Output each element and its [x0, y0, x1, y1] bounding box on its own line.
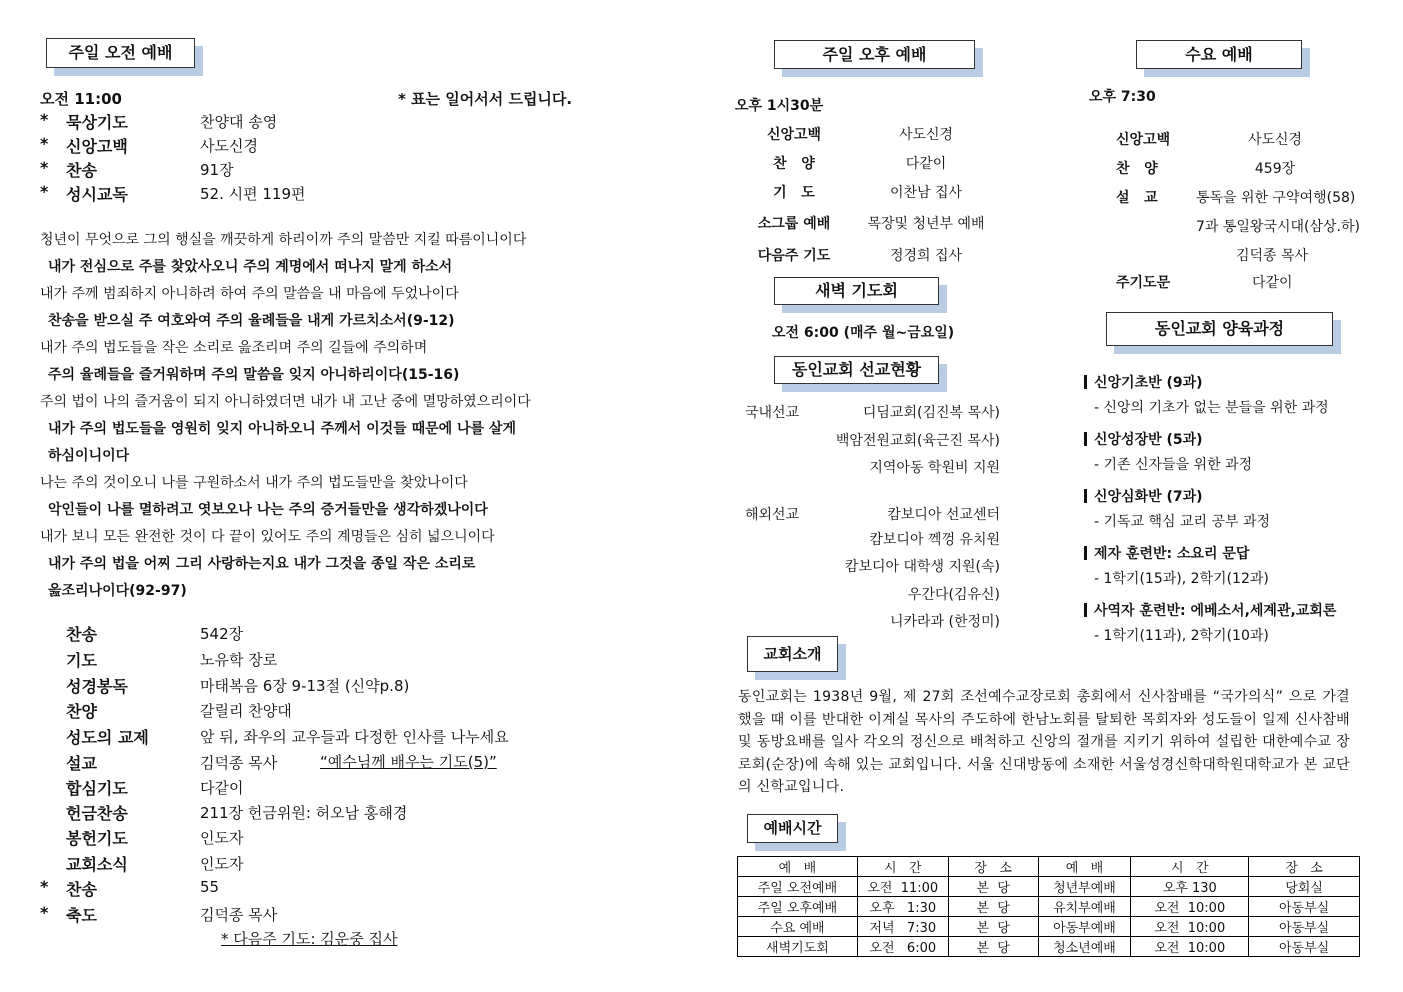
psalm-line: 내가 전심으로 주를 찾았사오니 주의 계명에서 떠나지 말게 하소서 [48, 259, 453, 275]
order-label: 신앙고백 [66, 137, 128, 156]
course-desc: - 기존 신자들을 위한 과정 [1094, 457, 1253, 473]
mission-title: 동인교회 선교현황 [774, 356, 939, 384]
order-value: 542장 [200, 625, 244, 643]
course-marker [1084, 603, 1087, 617]
psalm-line: 내가 주의 법도들을 영원히 잊지 아니하오니 주께서 이것들 때문에 나를 살게 [48, 421, 516, 437]
next-prayer-note: * 다음주 기도: 김운중 집사 [221, 930, 398, 948]
order-label: 교회소식 [66, 855, 128, 874]
overseas-mission-item: 니카라과 (한정미) [889, 614, 1000, 630]
order-value: 노유학 장로 [200, 651, 278, 669]
worship-schedule-table [737, 856, 1360, 957]
order-label: 기도 [66, 651, 97, 670]
order-mark: * [40, 903, 49, 922]
domestic-mission-item: 백암전원교회(육근진 목사) [835, 433, 1000, 449]
schedule-cell: 오후 130 [1131, 877, 1249, 897]
order-value: 52. 시편 119편 [200, 185, 306, 203]
course-name: 신앙심화반 (7과) [1094, 489, 1203, 505]
schedule-header-cell: 장 소 [1249, 857, 1360, 877]
schedule-cell: 유치부예배 [1038, 897, 1131, 917]
course-name: 신앙기초반 (9과) [1094, 375, 1203, 391]
course-name: 신앙성장반 (5과) [1094, 432, 1203, 448]
schedule-cell: 아동부실 [1249, 917, 1360, 937]
dawn-prayer-title: 새벽 기도회 [774, 277, 939, 305]
schedule-row [738, 937, 1360, 957]
order-mark: * [40, 877, 49, 896]
schedule-cell: 본 당 [948, 897, 1038, 917]
wednesday-preacher: 김덕종 목사 [1236, 248, 1309, 264]
psalm-line: 내가 주의 법을 어찌 그리 사랑하는지요 내가 그것을 종일 작은 소리로 [48, 556, 476, 572]
schedule-header-cell: 예 배 [1038, 857, 1131, 877]
overseas-mission-item: 캄보디아 껙껑 유치원 [869, 532, 1000, 548]
schedule-cell: 본 당 [948, 877, 1038, 897]
order-label: 묵상기도 [66, 113, 128, 132]
order-label: 설교 [66, 754, 97, 773]
course-marker [1084, 546, 1087, 560]
domestic-mission-label: 국내선교 [745, 405, 800, 421]
order-label: 찬송 [66, 625, 97, 644]
psalm-line: 주의 법이 나의 즐거움이 되지 아니하였더면 내가 내 고난 중에 멸망하였으리이다 [40, 394, 531, 410]
schedule-header-cell: 시 간 [857, 857, 948, 877]
schedule-cell: 본 당 [948, 917, 1038, 937]
psalm-line: 내가 주께 범죄하지 아니하려 하여 주의 말씀을 내 마음에 두었나이다 [40, 286, 459, 302]
order-value: 김덕종 목사 [200, 754, 278, 772]
domestic-mission-item: 디딤교회(김진복 목사) [862, 405, 1000, 421]
order-value: 211장 헌금위원: 허오남 홍해경 [200, 804, 408, 822]
wednesday-item-value: 사도신경 [1247, 132, 1303, 148]
schedule-cell: 청년부예배 [1038, 877, 1131, 897]
wednesday-item-label: 설 교 [1116, 190, 1158, 206]
schedule-cell: 오전 10:00 [1131, 917, 1249, 937]
overseas-mission-item: 캄보디아 대학생 지원(속) [844, 559, 1000, 575]
course-desc: - 1학기(11과), 2학기(10과) [1094, 628, 1269, 644]
course-marker [1084, 375, 1087, 389]
schedule-cell: 오전 11:00 [857, 877, 948, 897]
psalm-line: 내가 보니 모든 완전한 것이 다 끝이 있어도 주의 계명들은 심히 넓으니이다 [40, 529, 495, 545]
schedule-cell: 아동부실 [1249, 897, 1360, 917]
psalm-line: 하심이니이다 [48, 448, 130, 464]
order-value: 마태복음 6장 9-13절 (신약p.8) [200, 677, 410, 695]
course-marker [1084, 489, 1087, 503]
course-name: 사역자 훈련반: 에베소서,세계관,교회론 [1094, 603, 1337, 619]
order-label: 축도 [66, 906, 97, 925]
course-desc: - 1학기(15과), 2학기(12과) [1094, 571, 1269, 587]
psalm-line: 내가 주의 법도들을 작은 소리로 읊조리며 주의 길들에 주의하며 [40, 340, 428, 356]
afternoon-time: 오후 1시30분 [735, 98, 824, 114]
wednesday-time: 오후 7:30 [1089, 89, 1156, 105]
schedule-cell: 저녁 7:30 [857, 917, 948, 937]
schedule-cell: 당회실 [1249, 877, 1360, 897]
order-value: 갈릴리 찬양대 [200, 702, 292, 720]
schedule-title: 예배시간 [747, 814, 838, 843]
order-value: 인도자 [200, 829, 244, 847]
order-mark: * [40, 182, 49, 201]
order-mark: * [40, 158, 49, 177]
schedule-row [738, 877, 1360, 897]
psalm-line: 읊조리나이다(92-97) [48, 583, 187, 599]
wednesday-item-label: 신앙고백 [1116, 132, 1171, 148]
order-value: 다같이 [200, 779, 244, 797]
schedule-cell: 아동부예배 [1038, 917, 1131, 937]
wednesday-item-value: 459장 [1254, 161, 1296, 177]
course-name: 제자 훈련반: 소요리 문답 [1094, 546, 1250, 562]
psalm-line: 나는 주의 것이오니 나를 구원하소서 내가 주의 법도들만을 찾았나이다 [40, 475, 468, 491]
wednesday-item-value: 통독을 위한 구약여행(58) [1196, 190, 1356, 206]
course-desc: - 신앙의 기초가 없는 분들을 위한 과정 [1094, 400, 1329, 416]
schedule-cell: 오전 10:00 [1131, 937, 1249, 957]
schedule-cell: 수요 예배 [738, 917, 858, 937]
afternoon-item-value: 사도신경 [898, 127, 954, 143]
order-value: 55 [200, 878, 220, 896]
order-label: 찬송 [66, 880, 97, 899]
order-label: 헌금찬송 [66, 804, 128, 823]
standing-note: * 표는 일어서서 드립니다. [398, 90, 573, 108]
sermon-title: “예수님께 배우는 기도(5)” [320, 753, 497, 771]
afternoon-worship-title: 주일 오후 예배 [774, 40, 975, 69]
psalm-line: 찬송을 받으실 주 여호와여 주의 율례들을 내게 가르치소서(9-12) [48, 313, 455, 329]
schedule-header-cell: 장 소 [948, 857, 1038, 877]
order-value: 찬양대 송영 [200, 113, 278, 131]
order-value: 인도자 [200, 855, 244, 873]
order-value: 91장 [200, 161, 234, 179]
course-desc: - 기독교 핵심 교리 공부 과정 [1094, 514, 1271, 530]
schedule-cell: 본 당 [948, 937, 1038, 957]
schedule-cell: 청소년예배 [1038, 937, 1131, 957]
order-mark: * [40, 134, 49, 153]
afternoon-item-label: 신앙고백 [766, 127, 822, 143]
overseas-mission-item: 캄보디아 선교센터 [887, 507, 1000, 523]
closing-prayer-label: 주기도문 [1116, 275, 1171, 291]
wednesday-item-label: 찬 양 [1116, 161, 1158, 177]
order-value: 김덕종 목사 [200, 906, 278, 924]
afternoon-item-value: 정경희 집사 [889, 248, 963, 264]
church-intro-text: 동인교회는 1938년 9월, 제 27회 조선예수교장로회 총회에서 신사참배를 “국가의식” 으로 가결했을 때 이를 반대한 이계실 목사의 주도하에 한남노회를 탈퇴한 목회자와 성도들이 일제 신사참배 및 동방요배를 일사 각오의 정신으로 배척하고 신앙의 절개를 지키기 위하여 설립한 대한예수교 장로회(순장)에 속해 있는 교회입니다. 서울 신대방동에 소재한 서울성경신학대학원대학교가 본 교단의 신학교입니다. [738, 689, 1350, 795]
order-label: 성경봉독 [66, 677, 128, 696]
schedule-cell: 새벽기도회 [738, 937, 858, 957]
training-title: 동인교회 양육과정 [1106, 312, 1333, 346]
schedule-header-cell: 예 배 [738, 857, 858, 877]
church-intro-title: 교회소개 [747, 636, 838, 672]
schedule-cell: 오후 1:30 [857, 897, 948, 917]
wednesday-worship-title: 수요 예배 [1136, 40, 1302, 69]
morning-worship-title: 주일 오전 예배 [46, 38, 195, 68]
wednesday-sermon-line2: 7과 통일왕국시대(삼상.하) [1196, 219, 1360, 235]
psalm-line: 악인들이 나를 멸하려고 엿보오나 나는 주의 증거들만을 생각하겠나이다 [48, 502, 488, 518]
dawn-time: 오전 6:00 (매주 월~금요일) [772, 325, 955, 341]
order-label: 봉헌기도 [66, 829, 128, 848]
afternoon-item-label: 다음주 기도 [757, 248, 831, 264]
closing-prayer-value: 다같이 [1252, 275, 1293, 291]
overseas-mission-label: 해외선교 [745, 507, 800, 523]
course-marker [1084, 432, 1087, 446]
morning-time: 오전 11:00 [40, 90, 122, 108]
overseas-mission-item: 우간다(김유신) [907, 587, 1000, 603]
schedule-header-cell: 시 간 [1131, 857, 1249, 877]
domestic-mission-item: 지역아동 학원비 지원 [869, 460, 1000, 476]
order-label: 찬양 [66, 702, 97, 721]
psalm-line: 주의 율례들을 즐거워하며 주의 말씀을 잊지 아니하리이다(15-16) [48, 367, 460, 383]
order-mark: * [40, 110, 49, 129]
schedule-cell: 주일 오후예배 [738, 897, 858, 917]
schedule-cell: 오전 6:00 [857, 937, 948, 957]
order-label: 성시교독 [66, 185, 128, 204]
afternoon-item-label: 소그룹 예배 [757, 216, 831, 232]
order-label: 찬송 [66, 161, 97, 180]
afternoon-item-label: 기 도 [773, 185, 815, 201]
psalm-line: 청년이 무엇으로 그의 행실을 깨끗하게 하리이까 주의 말씀만 지킬 따름이니이다 [40, 232, 527, 248]
schedule-row [738, 917, 1360, 937]
afternoon-item-label: 찬 양 [773, 156, 815, 172]
schedule-cell: 오전 10:00 [1131, 897, 1249, 917]
schedule-cell: 아동부실 [1249, 937, 1360, 957]
order-value: 앞 뒤, 좌우의 교우들과 다정한 인사를 나누세요 [200, 728, 509, 746]
order-label: 성도의 교제 [66, 728, 149, 747]
afternoon-item-value: 다같이 [905, 156, 947, 172]
schedule-row [738, 897, 1360, 917]
afternoon-item-value: 목장및 청년부 예배 [867, 216, 985, 232]
order-label: 합심기도 [66, 779, 128, 798]
order-value: 사도신경 [200, 137, 258, 155]
afternoon-item-value: 이찬남 집사 [889, 185, 963, 201]
schedule-cell: 주일 오전예배 [738, 877, 858, 897]
